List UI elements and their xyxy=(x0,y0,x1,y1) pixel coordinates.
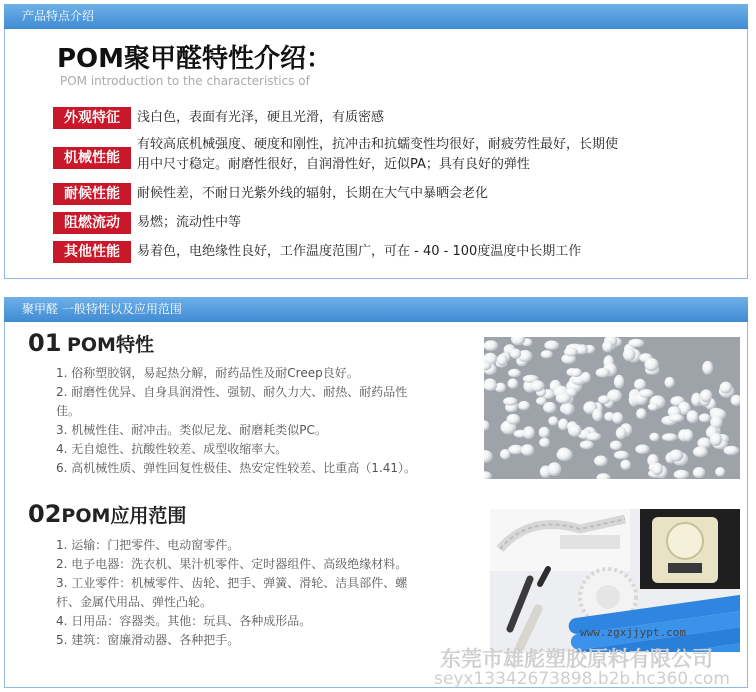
pellet-shape xyxy=(693,467,705,478)
pellet-shape xyxy=(484,340,498,351)
pellet-shape xyxy=(556,392,571,403)
pellet-shape xyxy=(563,404,573,416)
pellet-shape xyxy=(645,358,659,371)
feature-tag: 外观特征 xyxy=(53,107,131,129)
list-item: 2. 耐磨性优异、自身具润滑性、强韧、耐久力大、耐热、耐药品性 xyxy=(56,385,408,399)
pellet-shape xyxy=(620,460,631,470)
heading-text: POM应用范围 xyxy=(61,505,187,527)
pellet-shape xyxy=(636,408,646,419)
section-bar-general-properties xyxy=(4,297,748,322)
list-item: 4. 日用品：容器类。其他：玩具、各种成形品。 xyxy=(56,614,312,628)
feature-text: 浅白色，表面有光泽，硬且光滑，有质密感 xyxy=(137,110,385,125)
feature-tag: 阻燃流动 xyxy=(53,212,131,234)
pellet-shape xyxy=(616,427,627,439)
pellet-shape xyxy=(497,354,508,366)
page-title: POM聚甲醛特性介绍： xyxy=(57,44,333,74)
pellet-shape xyxy=(500,449,510,460)
pellet-shape xyxy=(649,433,659,442)
pellet-shape xyxy=(652,463,663,476)
pellet-shape xyxy=(568,424,581,437)
pellet-shape xyxy=(702,361,713,375)
pellet-shape xyxy=(665,377,675,388)
pellet-shape xyxy=(610,441,622,451)
list-item: 杆、金属代用品、弹性凸轮。 xyxy=(56,595,213,609)
page-subtitle: POM introduction to the characteristics of xyxy=(60,74,310,88)
pellet-shape xyxy=(557,448,573,461)
feature-text: 耐候性差，不耐日光紫外线的辐射，长期在大气中暴晒会老化 xyxy=(137,186,489,201)
feature-text-line1: 有较高底机械强度、硬度和刚性，抗冲击和抗蠕变性均很好，耐疲劳性最好，长期使 xyxy=(137,137,619,152)
pellet-shape xyxy=(693,446,708,457)
pellet-shape xyxy=(580,440,594,449)
pellet-shape xyxy=(683,429,694,441)
pellet-shape xyxy=(602,341,613,353)
pellet-shape xyxy=(508,378,519,388)
pellet-shape xyxy=(639,389,654,398)
list-item: 佳。 xyxy=(56,404,81,418)
pellet-shape xyxy=(614,375,624,389)
pellet-shape xyxy=(612,412,623,424)
pellet-shape xyxy=(518,401,530,410)
pellet-shape xyxy=(507,414,521,425)
pellet-shape xyxy=(715,467,725,477)
pellet-shape xyxy=(635,444,649,454)
feature-text-line2: 用中尺寸稳定。耐磨性很好，自润滑性好，近似PA；具有良好的弹性 xyxy=(137,157,530,172)
pellet-shape xyxy=(521,444,534,456)
pellet-shape xyxy=(587,432,602,441)
heading-number: 01 xyxy=(28,329,62,357)
pellet-shape xyxy=(628,339,644,348)
pellet-shape xyxy=(648,403,659,411)
pellet-shape xyxy=(623,348,635,361)
list-item: 4. 无自熄性、抗酸性较差、成型收缩率大。 xyxy=(56,442,288,456)
applications-list xyxy=(56,536,407,650)
watermark-url: seyx13342673898.b2b.hc360.com xyxy=(434,669,730,689)
pellet-shape xyxy=(571,368,582,377)
heading-text: POM特性 xyxy=(66,334,154,356)
pellet-shape xyxy=(484,381,497,391)
pellet-shape xyxy=(596,368,611,378)
pellet-shape xyxy=(541,350,553,358)
pom-pellets-photo xyxy=(484,337,740,479)
pellets-image xyxy=(484,337,740,479)
pellet-shape xyxy=(564,347,578,356)
pellet-shape xyxy=(558,419,568,431)
pellet-shape xyxy=(669,450,683,462)
heading-pom-properties xyxy=(28,329,154,357)
pellet-shape xyxy=(543,402,556,413)
watermark-company: 东莞市雄彪塑胶原料有限公司 xyxy=(440,647,713,671)
pellet-shape xyxy=(614,451,629,460)
section-bar-product-features xyxy=(4,4,748,29)
heading-pom-applications xyxy=(28,500,186,528)
feature-tag: 耐候性能 xyxy=(53,183,131,205)
pellet-shape xyxy=(548,416,558,425)
section-bar-title: 产品特点介绍 xyxy=(22,9,95,23)
pellet-shape xyxy=(539,438,550,448)
pellet-shape xyxy=(720,382,732,394)
pellet-shape xyxy=(544,340,559,350)
pellet-shape xyxy=(539,427,550,438)
properties-list xyxy=(56,364,416,478)
pellet-shape xyxy=(700,389,712,402)
list-item: 3. 工业零件：机械零件、齿轮、把手、弹簧、滑轮、洁具部件、螺 xyxy=(56,576,408,590)
pellet-shape xyxy=(724,446,740,455)
pellet-shape xyxy=(634,379,646,390)
pellet-shape xyxy=(710,433,722,446)
heading-number: 02 xyxy=(28,500,62,528)
list-item: 3. 机械性佳、耐冲击。类似尼龙、耐磨耗类似PC。 xyxy=(56,423,327,437)
feature-text: 易燃；流动性中等 xyxy=(137,215,242,230)
pellet-shape xyxy=(523,426,535,439)
pellet-shape xyxy=(607,389,622,402)
pellet-shape xyxy=(687,410,699,423)
section-bar-title: 聚甲醛 一般特性以及应用范围 xyxy=(22,302,182,316)
pellet-shape xyxy=(699,413,711,422)
list-item: 1. 运输：门把零件、电动窗零件。 xyxy=(56,538,240,552)
pellet-shape xyxy=(594,456,608,467)
feature-text: 易着色，电绝缘性良好，工作温度范围广，可在 - 40 - 100度温度中长期工作 xyxy=(137,244,582,259)
list-item: 5. 建筑：窗廉滑动器、各种把手。 xyxy=(56,633,240,647)
pellet-shape xyxy=(669,414,684,422)
pellet-shape xyxy=(581,372,591,383)
pellet-shape xyxy=(510,349,521,359)
pellet-shape xyxy=(548,462,562,476)
feature-tag: 其他性能 xyxy=(53,241,131,263)
pellet-shape xyxy=(530,380,544,391)
pellet-shape xyxy=(592,409,602,422)
list-item: 2. 电子电器：洗衣机、果汁机零件、定时器组件、高级绝缘材料。 xyxy=(56,557,408,571)
pellet-shape xyxy=(674,470,689,479)
pellet-shape xyxy=(662,433,678,441)
feature-tag: 机械性能 xyxy=(53,147,131,169)
watermark-site: www.zgxjjypt.com xyxy=(580,626,686,639)
pellet-shape xyxy=(508,369,521,378)
pellet-shape xyxy=(503,397,518,405)
list-item: 1. 俗称塑胶钢，易起热分解，耐药品性及耐Creep良好。 xyxy=(56,366,359,380)
list-item: 6. 高机械性质、弹性回复性极佳、热安定性较差、比重高（1.41）。 xyxy=(56,461,416,475)
